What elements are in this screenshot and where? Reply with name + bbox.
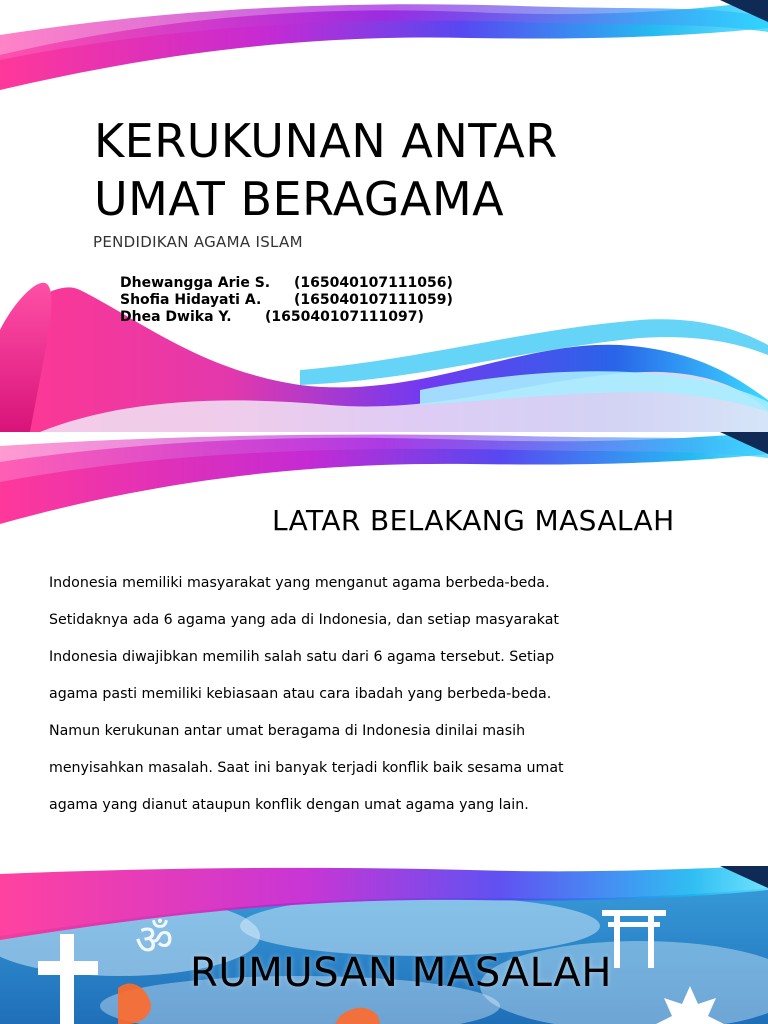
- author-name: Dhea Dwika Y.: [120, 309, 232, 325]
- author-nim: (165040107111056): [294, 275, 453, 291]
- subtitle: PENDIDIKAN AGAMA ISLAM: [93, 233, 303, 251]
- om-symbol-icon: ॐ: [135, 915, 174, 964]
- paragraph-line: Setidaknya ada 6 agama yang ada di Indonesia, dan setiap masyarakat: [49, 612, 559, 628]
- section-heading: RUMUSAN MASALAH: [190, 950, 613, 996]
- problem-statement-slide: [0, 866, 768, 1024]
- paragraph-line: agama yang dianut ataupun konflik dengan umat agama yang lain.: [49, 797, 529, 813]
- presentation-title: [94, 112, 558, 228]
- author-nim: (165040107111059): [294, 292, 453, 308]
- section-heading: LATAR BELAKANG MASALAH: [272, 504, 675, 537]
- author-name: Shofia Hidayati A.: [120, 292, 262, 308]
- author-name: Dhewangga Arie S.: [120, 275, 271, 291]
- paragraph-line: Namun kerukunan antar umat beragama di Indonesia dinilai masih: [49, 723, 526, 739]
- title-slide: [0, 0, 768, 432]
- background-paragraph: [49, 572, 729, 831]
- sky-religious-symbols-background: [0, 866, 768, 1024]
- author-nim: (165040107111097): [265, 309, 424, 325]
- title-line-1: KERUKUNAN ANTAR: [94, 114, 558, 168]
- background-slide: [0, 432, 768, 866]
- paragraph-line: menyisahkan masalah. Saat ini banyak terjadi konflik baik sesama umat: [49, 760, 564, 776]
- paragraph-line: Indonesia diwajibkan memilih salah satu dari 6 agama tersebut. Setiap: [49, 649, 555, 665]
- title-line-2: UMAT BERAGAMA: [94, 172, 505, 226]
- paragraph-line: agama pasti memiliki kebiasaan atau cara ibadah yang berbeda-beda.: [49, 686, 552, 702]
- paragraph-line: Indonesia memiliki masyarakat yang menganut agama berbeda-beda.: [49, 575, 550, 591]
